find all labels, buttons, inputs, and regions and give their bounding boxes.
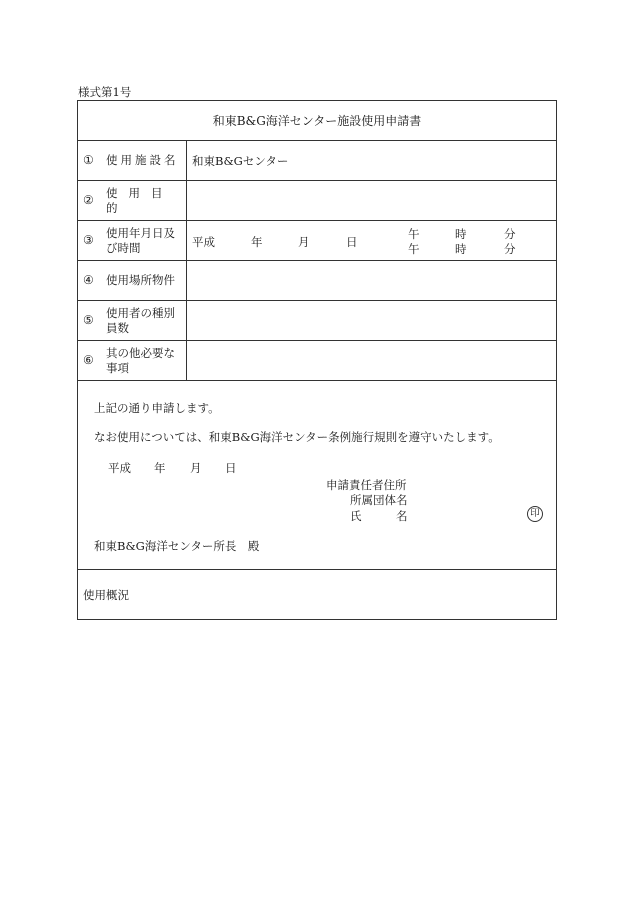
row-user-type bbox=[78, 301, 556, 341]
date-month: 月 bbox=[190, 461, 202, 475]
end-hour-label: 時 bbox=[455, 242, 467, 256]
date-day: 日 bbox=[225, 461, 237, 475]
row-label: 其の他必要な事項 bbox=[106, 345, 175, 375]
seal-mark: 印 bbox=[527, 506, 543, 522]
end-minute-label: 分 bbox=[504, 242, 516, 256]
application-statement bbox=[78, 381, 556, 570]
start-noon-label: 午 bbox=[408, 227, 420, 241]
row-label: 使用者の種別員数 bbox=[106, 305, 175, 335]
addressee: 和東B&G海洋センター所長 殿 bbox=[94, 539, 260, 553]
date-era: 平成 bbox=[108, 461, 131, 475]
applicant-org-label: 所属団体名 bbox=[350, 493, 408, 507]
row-number: ① bbox=[83, 153, 94, 167]
start-minute-label: 分 bbox=[504, 227, 516, 241]
row-location bbox=[78, 261, 556, 301]
month-label: 月 bbox=[298, 235, 310, 249]
column-divider bbox=[186, 221, 187, 260]
row-other bbox=[78, 341, 556, 381]
row-label: 使用年月日及び時間 bbox=[106, 225, 175, 255]
column-divider bbox=[186, 261, 187, 300]
row-number: ⑥ bbox=[83, 353, 94, 367]
start-hour-label: 時 bbox=[455, 227, 467, 241]
form-title: 和東B&G海洋センター施設使用申請書 bbox=[78, 101, 556, 141]
row-label: 使用場所物件 bbox=[106, 273, 175, 287]
row-number: ③ bbox=[83, 233, 94, 247]
year-label: 年 bbox=[251, 235, 263, 249]
applicant-name-label-2: 名 bbox=[396, 509, 408, 523]
facility-name-value[interactable]: 和東B&Gセンター bbox=[192, 154, 289, 168]
column-divider bbox=[186, 181, 187, 220]
applicant-name-label-1: 氏 bbox=[350, 509, 362, 523]
row-number: ④ bbox=[83, 273, 94, 287]
row-number: ⑤ bbox=[83, 313, 94, 327]
column-divider bbox=[186, 301, 187, 340]
application-form bbox=[77, 100, 557, 620]
applicant-address-label: 申請責任者住所 bbox=[326, 478, 407, 492]
form-number: 様式第1号 bbox=[78, 85, 132, 99]
column-divider bbox=[186, 141, 187, 180]
statement-line-2: なお使用については、和東B&G海洋センター条例施行規則を遵守いたします。 bbox=[94, 430, 500, 444]
row-label: 使用施設名 bbox=[106, 153, 179, 167]
day-label: 日 bbox=[346, 235, 358, 249]
end-noon-label: 午 bbox=[408, 242, 420, 256]
column-divider bbox=[186, 341, 187, 380]
row-label: 使用目的 bbox=[106, 185, 174, 215]
era-label: 平成 bbox=[192, 235, 215, 249]
statement-line-1: 上記の通り申請します。 bbox=[94, 401, 220, 415]
row-number: ② bbox=[83, 193, 94, 207]
row-facility bbox=[78, 141, 556, 181]
row-date-time bbox=[78, 221, 556, 261]
usage-summary-label: 使用概況 bbox=[83, 588, 129, 602]
date-year: 年 bbox=[154, 461, 166, 475]
row-purpose bbox=[78, 181, 556, 221]
usage-summary-section bbox=[78, 570, 556, 619]
